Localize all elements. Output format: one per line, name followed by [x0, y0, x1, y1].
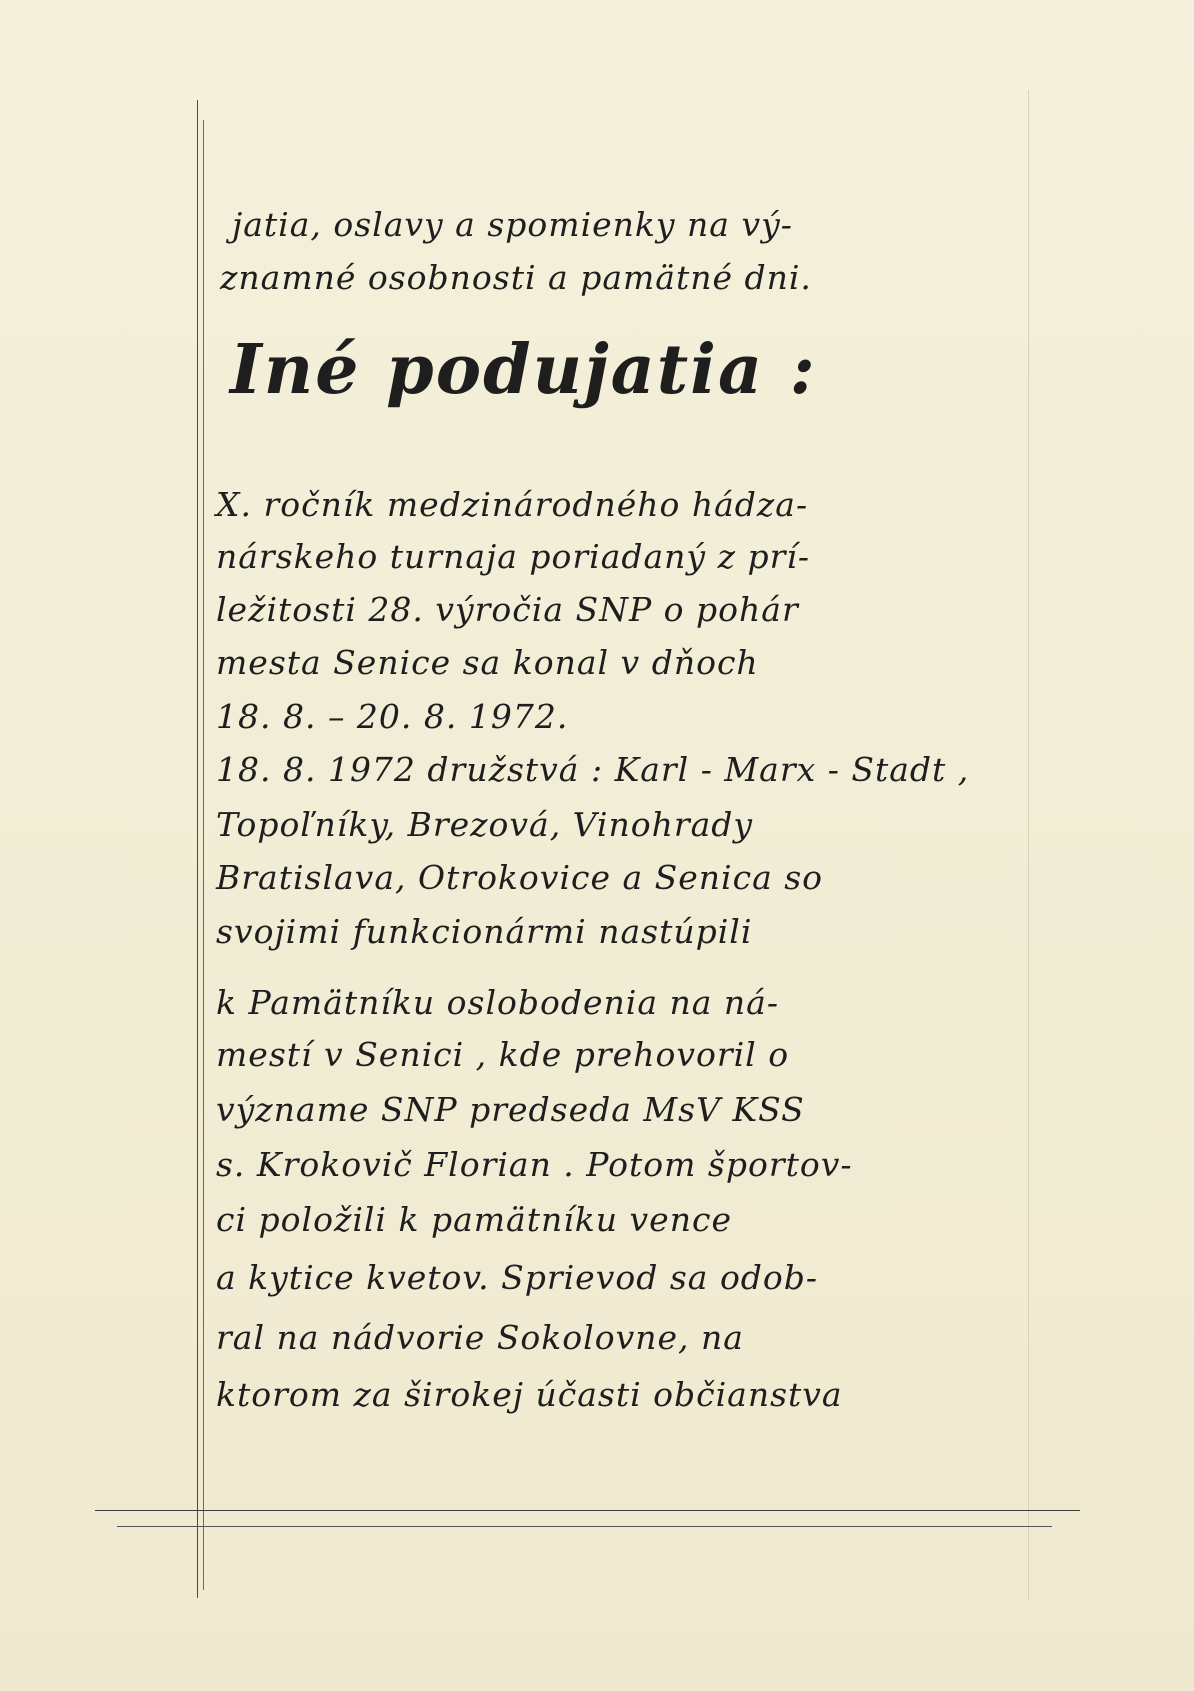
body-line: a kytice kvetov. Sprievod sa odob- — [216, 1258, 819, 1297]
section-heading: Iné podujatia : — [230, 330, 817, 410]
body-line: Topoľníky, Brezová, Vinohrady — [216, 805, 754, 844]
intro-line-2: znamné osobnosti a pamätné dni. — [220, 258, 812, 297]
body-line: ležitosti 28. výročia SNP o pohár — [216, 590, 799, 629]
right-edge-line — [1028, 90, 1029, 1600]
body-line: X. ročník medzinárodného hádza- — [216, 485, 809, 524]
body-line: ktorom za širokej účasti občianstva — [216, 1375, 843, 1414]
margin-line-outer — [197, 100, 198, 1598]
body-line: mesta Senice sa konal v dňoch — [216, 643, 759, 682]
intro-line-1: jatia, oslavy a spomienky na vý- — [232, 205, 793, 244]
body-line: svojimi funkcionármi nastúpili — [216, 912, 753, 951]
margin-line-inner — [203, 120, 204, 1590]
body-line: Bratislava, Otrokovice a Senica so — [216, 858, 824, 897]
body-line: mestí v Senici , kde prehovoril o — [216, 1035, 790, 1074]
body-line: 18. 8. – 20. 8. 1972. — [216, 697, 569, 736]
body-line: 18. 8. 1972 družstvá : Karl - Marx - Stadt , — [216, 750, 970, 789]
body-line: nárskeho turnaja poriadaný z prí- — [216, 537, 811, 576]
body-line: k Pamätníku oslobodenia na ná- — [216, 983, 779, 1022]
body-line: ral na nádvorie Sokolovne, na — [216, 1318, 744, 1357]
bottom-rule-upper — [95, 1510, 1080, 1511]
body-line: s. Krokovič Florian . Potom športov- — [216, 1145, 853, 1184]
body-line: ci položili k pamätníku vence — [216, 1200, 732, 1239]
bottom-rule-lower — [117, 1526, 1052, 1527]
body-line: význame SNP predseda MsV KSS — [216, 1090, 805, 1129]
